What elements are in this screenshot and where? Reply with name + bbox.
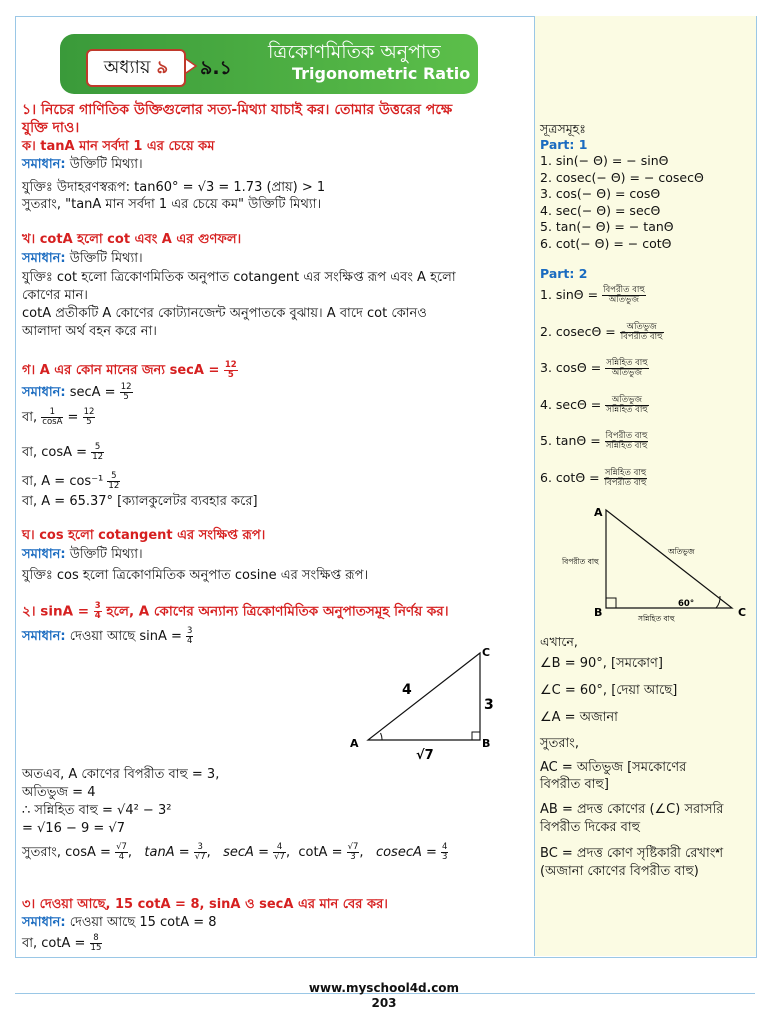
q1-heading-line2: যুক্তি দাও। (22, 120, 80, 136)
part2-formula (540, 359, 649, 378)
label-opposite: বিপরীত বাহু (562, 557, 599, 566)
numerator: 3 (94, 601, 101, 611)
fraction (620, 323, 664, 342)
side-adjacent: √7 (416, 748, 434, 760)
note-line: (অজানা কোণের বিপরীত বাহু) (540, 864, 699, 879)
fraction (107, 472, 120, 491)
numerator: √7 (116, 842, 127, 852)
q2-step-3: ∴ সন্নিহিত বাহু = √4² − 3² (22, 803, 172, 818)
denominator: 12 (108, 481, 120, 491)
numerator: 4 (442, 842, 448, 852)
q1a-heading: ক। tanA মান সর্বদা 1 এর চেয়ে কম (22, 139, 215, 154)
fraction (441, 843, 448, 862)
denominator: সন্নিহিত বাহু (606, 404, 648, 415)
fraction (94, 602, 102, 621)
part1-formula: 6. cot(− Θ) = − cotΘ (540, 235, 672, 251)
numerator: 8 (90, 934, 103, 944)
part1-formula: 2. cosec(− Θ) = − cosecΘ (540, 169, 704, 185)
numerator: 12 (83, 407, 95, 417)
note-line: ∠B = 90°, [সমকোণ] (540, 656, 663, 671)
note-line: ∠A = অজানা (540, 710, 618, 725)
right-angle-mark (472, 732, 480, 740)
numerator: 5 (91, 443, 104, 453)
here-label: এখানে, (540, 634, 578, 649)
q1c-step-2 (22, 408, 95, 427)
denominator: বিপরীত বাহু (620, 331, 663, 342)
part2-label: Part: 2 (540, 266, 588, 281)
numerator: 5 (107, 472, 120, 482)
q2-heading (22, 602, 449, 621)
q1d-solution-text: উক্তিটি মিথ্যা। (65, 547, 143, 562)
angle-arc (381, 733, 383, 740)
denominator: সন্নিহিত বাহু (605, 441, 648, 451)
vertex-C: C (738, 606, 747, 619)
cosec-label: cosecA = (375, 845, 442, 860)
part1-formula: 4. sec(− Θ) = secΘ (540, 202, 661, 218)
numerator: অতিভুজ (620, 323, 664, 333)
right-angle-mark (606, 598, 616, 608)
fraction (91, 443, 104, 462)
formula-lhs: 3. cosΘ = (540, 360, 606, 375)
solution-label: সমাধান: (22, 385, 66, 400)
part2-formula (540, 323, 664, 342)
fraction (604, 469, 648, 488)
q2-triangle-figure (340, 640, 510, 760)
q1d-solution (22, 547, 143, 563)
denominator: 15 (90, 943, 102, 953)
q2-solution (22, 627, 193, 646)
denominator: √7 (274, 852, 285, 862)
side-opposite: 3 (484, 697, 494, 713)
denominator: 4 (187, 636, 193, 646)
q1c-solution-text: secA = (65, 385, 120, 400)
denominator: 5 (227, 370, 234, 380)
part2-formula (540, 396, 649, 415)
formula-lhs: 1. sinΘ = (540, 287, 603, 302)
numerator: 3 (194, 843, 207, 853)
note-line: বিপরীত দিকের বাহু (540, 820, 640, 835)
q3-heading: ৩। দেওয়া আছে, 15 cotA = 8, sinA ও secA এর মান বের কর। (22, 897, 388, 912)
denominator: cosA (42, 417, 63, 427)
formulas-title: সূত্রসমূহঃ (540, 121, 586, 136)
q1b-solution-text: উক্তিটি মিথ্যা। (65, 251, 143, 266)
denominator: বিপরীত বাহু (604, 477, 647, 488)
label-hypotenuse: অতিভুজ (668, 547, 695, 556)
q1c-solution (22, 383, 133, 402)
step-text: বা, A = cos⁻¹ (22, 474, 108, 489)
q1c-step-5: বা, A = 65.37° [ক্যালকুলেটর ব্যবহার করে] (22, 494, 258, 509)
q1b-reason-1: যুক্তিঃ cot হলো ত্রিকোণমিতিক অনুপাত cotangent এর সংক্ষিপ্ত রূপ এবং A হলো (22, 270, 456, 285)
triangle (606, 510, 732, 608)
part1-label: Part: 1 (540, 137, 588, 152)
part2-formula (540, 432, 648, 451)
banner-title-en: Trigonometric Ratio (292, 64, 471, 83)
formula-lhs: 6. cotΘ = (540, 469, 604, 485)
part2-formula (540, 286, 646, 305)
part1-formula: 5. tan(− Θ) = − tanΘ (540, 219, 674, 234)
cot-label: cotA = (298, 845, 347, 860)
fraction (115, 843, 128, 862)
vertex-A: A (594, 506, 603, 519)
fraction (120, 383, 133, 402)
sec-label: secA = (223, 845, 274, 860)
denominator: 3 (350, 852, 356, 862)
chapter-number: ৯ (156, 56, 169, 78)
fraction (602, 286, 646, 305)
fraction (83, 408, 96, 427)
numerator: সন্নিহিত বাহু (606, 358, 648, 368)
fraction (41, 408, 63, 427)
denominator: 12 (92, 452, 104, 462)
note-line: সুতরাং, (540, 736, 579, 751)
q2-heading-prefix: ২। sinA = (22, 603, 94, 620)
q1a-reason-2: সুতরাং, "tanA মান সর্বদা 1 এর চেয়ে কম" উক্তিটি মিথ্যা। (22, 197, 322, 212)
q1a-reason-1: যুক্তিঃ উদাহরণস্বরূপ: tan60° = √3 = 1.73 (প্রায়) > 1 (22, 180, 326, 195)
note-line: BC = প্রদত্ত কোণ সৃষ্টিকারী রেখাংশ (540, 846, 724, 861)
chevron-right-icon (184, 57, 198, 75)
numerator: বিপরীত বাহু (605, 431, 648, 441)
formula-lhs: 4. secΘ = (540, 396, 606, 412)
q1d-reason-1: যুক্তিঃ cos হলো ত্রিকোণমিতিক অনুপাত cosine এর সংক্ষিপ্ত রূপ। (22, 568, 369, 583)
vertex-B: B (594, 606, 603, 619)
q1b-reason-2: কোণের মান। (22, 288, 88, 303)
fraction (186, 627, 193, 646)
numerator: অতিভুজ (605, 396, 649, 406)
q1c-heading (22, 361, 238, 380)
numerator: সন্নিহিত বাহু (604, 467, 647, 478)
denominator: √7 (194, 852, 206, 862)
q2-solution-text: দেওয়া আছে sinA = (65, 629, 187, 644)
denominator: 4 (94, 611, 101, 621)
banner-title-bn: ত্রিকোণমিতিক অনুপাত (268, 41, 441, 63)
side-hypotenuse: 4 (402, 682, 412, 698)
fraction (224, 361, 238, 380)
page-number: 203 (371, 996, 397, 1010)
q2-step-1: অতএব, A কোণের বিপরীত বাহু = 3, (22, 767, 220, 782)
numerator: 1 (41, 408, 63, 418)
part1-formula: 1. sin(− Θ) = − sinΘ (540, 153, 669, 168)
q2-results: সুতরাং, cosA = $\frac{√7}{4}$ , tanA = $\frac{3}{√7}$ , secA = $\frac{4}{√7}$ , cotA = $\frac{√7}{3}$ , cosecA = $\frac{4}{3}$ (22, 842, 448, 862)
q3-step-2 (22, 934, 102, 953)
vertex-A: A (350, 737, 359, 750)
note-line: বিপরীত বাহু] (540, 777, 609, 792)
solution-label: সমাধান: (22, 915, 66, 930)
fraction (605, 396, 649, 415)
fraction (605, 359, 649, 378)
tan-label: tanA = (144, 845, 194, 860)
numerator: 3 (187, 626, 193, 636)
formula-lhs: 5. tanΘ = (540, 433, 605, 448)
numerator: 4 (273, 843, 286, 853)
q2-step-2: অতিভুজ = 4 (22, 785, 96, 800)
formula-lhs: 2. cosecΘ = (540, 323, 620, 339)
denominator: 5 (86, 417, 92, 427)
numerator: বিপরীত বাহু (603, 285, 645, 295)
solution-label: সমাধান: (22, 547, 66, 562)
vertex-B: B (482, 737, 491, 750)
denominator: 4 (118, 852, 125, 862)
q1b-heading: খ। cotA হলো cot এবং A এর গুণফল। (22, 232, 242, 247)
results-prefix: সুতরাং, cosA = (22, 845, 116, 860)
chapter-label-box (86, 49, 186, 87)
note-line: AC = অতিভুজ [সমকোণের (540, 760, 687, 775)
q1c-step-4 (22, 472, 120, 491)
q1b-reason-3: cotA প্রতীকটি A কোণের কোট্যানজেন্ট অনুপাতকে বুঝায়। A বাদে cot কোনও (22, 306, 427, 321)
q3-solution-text: দেওয়া আছে 15 cotA = 8 (65, 915, 217, 930)
q1b-reason-4: আলাদা অর্থ বহন করে না। (22, 324, 157, 339)
sidebar-triangle-figure (560, 500, 750, 624)
footer-site: www.myschool4d.com (308, 981, 460, 995)
fraction (605, 432, 649, 451)
q2-step-4: = √16 − 9 = √7 (22, 821, 125, 836)
fraction (347, 843, 360, 862)
fraction (273, 843, 286, 862)
solution-label: সমাধান: (22, 629, 66, 644)
numerator: 12 (224, 360, 237, 370)
vertex-C: C (482, 646, 491, 659)
denominator: অতিভুজ (608, 295, 639, 305)
q1-heading-line1: ১। নিচের গাণিতিক উক্তিগুলোর সত্য-মিথ্যা যাচাই কর। তোমার উত্তরের পক্ষে (22, 102, 453, 118)
q1b-solution (22, 251, 143, 267)
fraction (194, 843, 207, 862)
denominator: 5 (123, 392, 129, 402)
denominator: অতিভুজ (611, 368, 642, 378)
triangle (368, 653, 480, 740)
q3-solution (22, 915, 217, 931)
step-text: বা, cosA = (22, 445, 92, 460)
equals: = (63, 410, 83, 425)
part1-formula: 3. cos(− Θ) = cosΘ (540, 186, 661, 201)
step-text: বা, cotA = (22, 936, 90, 951)
q1c-step-3 (22, 443, 104, 462)
angle-label: 60° (678, 599, 695, 609)
numerator: 12 (120, 382, 132, 392)
q1a-solution (22, 157, 143, 173)
solution-label: সমাধান: (22, 157, 66, 172)
section-number: ৯.১ (200, 57, 232, 79)
chapter-label: অধ্যায় (103, 56, 151, 78)
note-line: ∠C = 60°, [দেয়া আছে] (540, 683, 678, 698)
numerator: √7 (347, 842, 359, 852)
solution-label: সমাধান: (22, 251, 66, 266)
fraction (90, 934, 103, 953)
label-adjacent: সন্নিহিত বাহু (638, 614, 675, 623)
step-prefix: বা, (22, 410, 42, 425)
q1a-solution-text: উক্তিটি মিথ্যা। (65, 157, 143, 172)
q1d-heading: ঘ। cos হলো cotangent এর সংক্ষিপ্ত রূপ। (22, 528, 266, 543)
q2-heading-suffix: হলে, A কোণের অন্যান্য ত্রিকোণমিতিক অনুপাতসমূহ নির্ণয় কর। (101, 603, 449, 620)
q1c-heading-text: গ। A এর কোন মানের জন্য secA = (22, 363, 224, 378)
denominator: 3 (442, 852, 448, 862)
part2-formula (540, 469, 647, 488)
note-line: AB = প্রদত্ত কোণের (∠C) সরাসরি (540, 802, 724, 817)
